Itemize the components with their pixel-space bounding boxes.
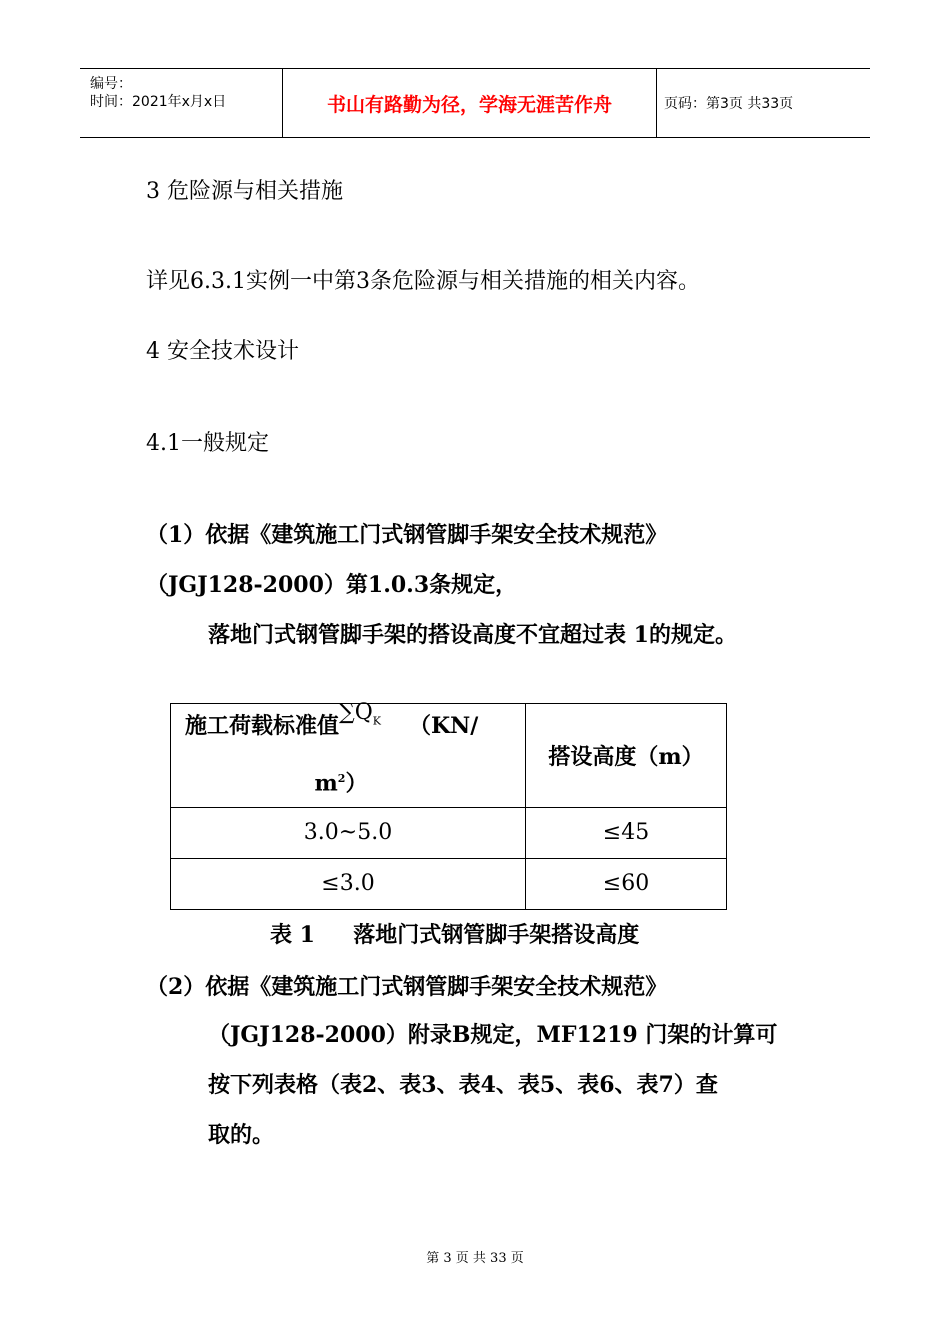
section-3-text: 详见6.3.1实例一中第3条危险源与相关措施的相关内容。 xyxy=(146,269,700,294)
item-2-line-3: 按下列表格（表2、表3、表4、表5、表6、表7）查 xyxy=(208,1072,718,1098)
height-cell: ≤60 xyxy=(526,858,727,909)
height-cell: ≤45 xyxy=(526,807,727,858)
load-cell: ≤3.0 xyxy=(171,858,526,909)
document-header xyxy=(80,68,870,138)
item-2-line-2: （JGJ128-2000）附录B规定，MF1219 门架的计算可 xyxy=(208,1022,778,1048)
load-header-unit-line2: $m^2$） xyxy=(314,770,368,797)
item-1-line-2: （JGJ128-2000）第1.0.3条规定， xyxy=(146,572,518,598)
page-label: 页码：第3页 共33页 xyxy=(664,96,794,112)
number-label: 编号： xyxy=(90,76,132,92)
item-2-line-4: 取的。 xyxy=(208,1122,275,1148)
header-motto-cell xyxy=(282,69,657,137)
load-header-unit: （KN/ xyxy=(408,713,479,739)
section-4-1-title: 4.1一般规定 xyxy=(146,431,269,456)
load-header-label: 施工荷载标准值 xyxy=(185,713,340,739)
load-header-cell xyxy=(171,700,526,808)
item-1-line-3: 落地门式钢管脚手架的搭设高度不宜超过表 1的规定。 xyxy=(208,622,737,648)
page-footer: 第 3 页 共 33 页 xyxy=(426,1251,524,1266)
item-1-line-1: （1）依据《建筑施工门式钢管脚手架安全技术规范》 xyxy=(146,522,668,548)
table-caption: 表 1 落地门式钢管脚手架搭设高度 xyxy=(270,922,640,948)
header-meta xyxy=(80,69,282,137)
table-row xyxy=(171,858,727,909)
header-page-cell xyxy=(656,69,878,137)
table-header-row xyxy=(171,704,727,808)
motto-text: 书山有路勤为径，学海无涯苦作舟 xyxy=(326,93,612,116)
height-limit-table xyxy=(170,700,727,910)
sum-q-symbol: $\sum Q_K$ xyxy=(339,700,381,728)
height-header-cell: 搭设高度（m） xyxy=(526,704,727,808)
time-label: 时间：2021年x月x日 xyxy=(90,94,227,110)
item-2-line-1: （2）依据《建筑施工门式钢管脚手架安全技术规范》 xyxy=(146,974,668,1000)
table-row xyxy=(171,807,727,858)
section-3-title: 3 危险源与相关措施 xyxy=(146,179,343,204)
section-4-title: 4 安全技术设计 xyxy=(146,339,299,364)
load-cell: 3.0~5.0 xyxy=(171,807,526,858)
